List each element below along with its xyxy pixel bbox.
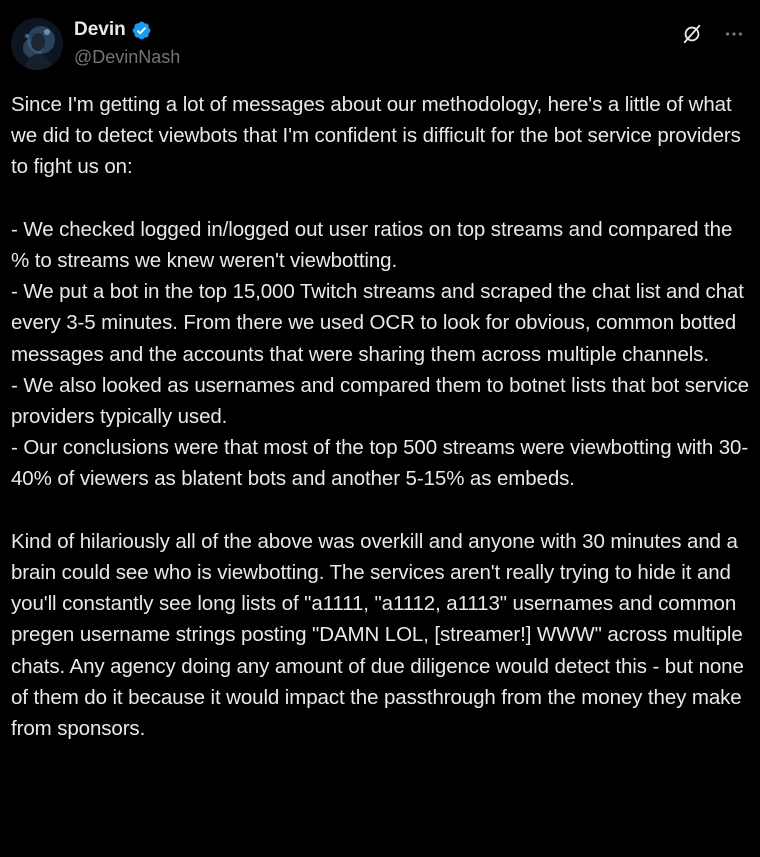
tweet-paragraph-closing: Kind of hilariously all of the above was overkill and anyone with 30 minutes and a brain could see who is viewbotting. The services aren't really trying to hide it and you'll constantly see long lists of "a1111, "a1112, a1113" usernames and common pregen username strings posting "DAMN LOL, [streamer!] WWW" across multiple chats. Any agency doing any amount of due diligence would detect this - but none of them do it because it would impact the passthrough from the money they make from sponsors. [11, 529, 744, 741]
tweet-bullet-conclusions: - Our conclusions were that most of the top 500 streams were viewbotting with 30-40% of viewers as blatent bots and another 5-15% as embeds. [11, 436, 749, 491]
tweet-actions [680, 22, 746, 46]
verified-badge-icon[interactable] [131, 20, 152, 41]
tweet-paragraph-intro: Since I'm getting a lot of messages about our methodology, here's a little of what we did to detect viewbots that I'm confident is difficult for the bot service providers to fight us on: [11, 93, 741, 179]
tweet-text [11, 89, 751, 744]
paragraph-spacer [11, 183, 751, 214]
avatar[interactable] [11, 18, 63, 70]
avatar-image [11, 18, 63, 70]
author-name-row [74, 19, 152, 41]
paragraph-spacer [11, 495, 751, 526]
display-name[interactable]: Devin [74, 19, 126, 40]
tweet-bullet-chat-scraping: - We put a bot in the top 15,000 Twitch streams and scraped the chat list and chat every 3-5 minutes. From there we used OCR to look for obvious, common botted messages and the accounts that were sharing them across multiple channels. [11, 280, 744, 366]
more-options-icon[interactable] [722, 22, 746, 46]
tweet-bullet-usernames: - We also looked as usernames and compared them to botnet lists that bot service providers typically used. [11, 373, 749, 429]
tweet-bullet-ratios: - We checked logged in/logged out user ratios on top streams and compared the % to streams we knew weren't viewbotting. [11, 217, 733, 272]
author-handle[interactable]: @DevinNash [74, 47, 181, 67]
grok-icon[interactable] [680, 22, 704, 46]
